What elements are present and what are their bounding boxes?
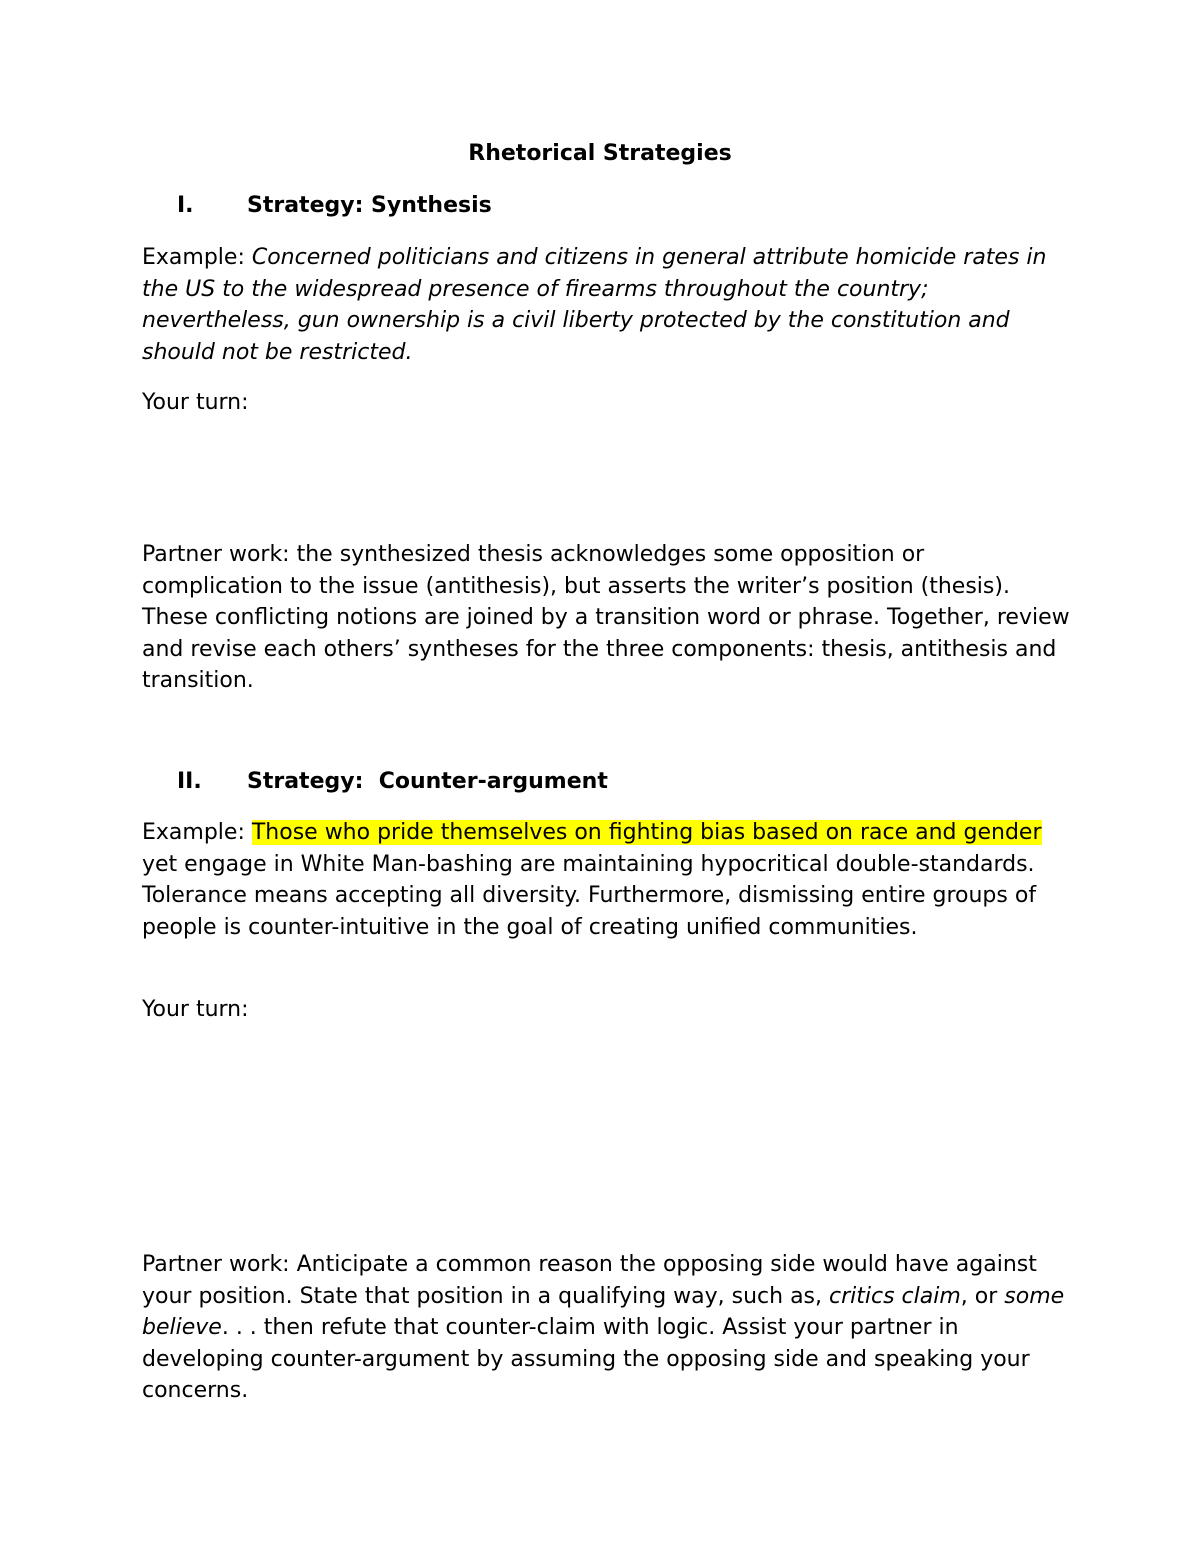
document-title: Rhetorical Strategies <box>468 141 732 166</box>
section-2-example-rest: yet engage in White Man-bashing are maintaining hypocritical double-standards. Tolerance means accepting all diversity. Furthermore, dismissing entire groups of people is counter-intuitive in the goal of creating unified communities. <box>142 851 1037 940</box>
section-1-your-turn: Your turn: <box>142 390 249 415</box>
section-2-partner-work-part-3: . . . then refute that counter-claim with logic. Assist your partner in developing counter-argument by assuming the opposing side and speaking your concerns. <box>142 1315 1030 1403</box>
section-1-heading <box>177 190 492 222</box>
section-2-heading <box>177 766 608 798</box>
section-2-partner-work-part-2: , or <box>960 1283 1005 1309</box>
section-2-example-highlight: Those who pride themselves on fighting bias based on race and gender <box>251 820 1042 845</box>
section-1-title: Strategy: Synthesis <box>247 193 492 218</box>
section-2-example <box>142 817 1072 943</box>
section-1-example-text: Concerned politicians and citizens in general attribute homicide rates in the US to the widespread presence of firearms throughout the country; nevertheless, gun ownership is a civil liberty protected by the constitution and should not be restricted. <box>142 245 1047 365</box>
section-2-partner-work-part-1: Partner work: Anticipate a common reason the opposing side would have against your position. State that position in a qualifying way, such as, <box>142 1252 1037 1309</box>
section-2-example-label: Example: <box>142 820 252 845</box>
section-2-number: II. <box>177 769 202 794</box>
section-1-number: I. <box>177 193 194 218</box>
section-2-your-turn: Your turn: <box>142 997 249 1022</box>
section-2-partner-work <box>142 1249 1072 1407</box>
section-1-partner-work: Partner work: the synthesized thesis acknowledges some opposition or complication to the issue (antithesis), but asserts the writer’s position (thesis). These conflicting notions are joined by a transition word or phrase. Together, review and revise each others’ syntheses for the three components: thesis, antithesis and transition. <box>142 542 1070 693</box>
section-1-example-label: Example: <box>142 245 252 270</box>
section-2-title: Strategy: Counter-argument <box>247 769 608 794</box>
section-2-partner-work-em-2: some believe <box>142 1283 1065 1340</box>
section-2-partner-work-em-1: critics claim <box>829 1283 961 1309</box>
section-1-example <box>142 242 1072 368</box>
